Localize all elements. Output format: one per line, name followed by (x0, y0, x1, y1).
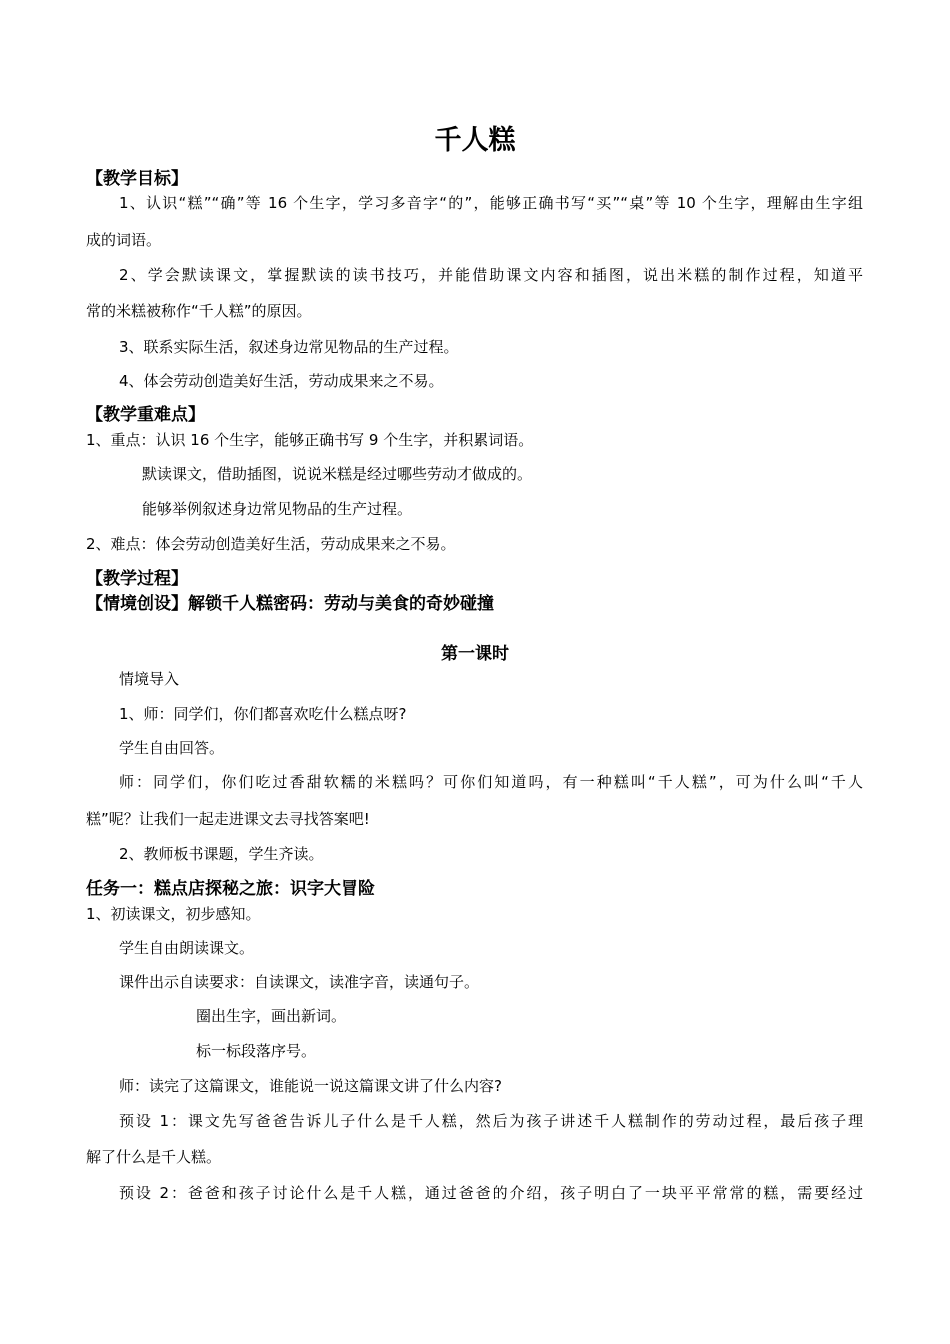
keypoint-2: 2、难点：体会劳动创造美好生活，劳动成果来之不易。 (86, 535, 456, 553)
process-line-2: 学生自由回答。 (119, 739, 225, 757)
task1-line-3: 课件出示自读要求：自读课文，读准字音，读通句子。 (119, 973, 480, 991)
process-line-4: 2、教师板书课题，学生齐读。 (119, 845, 324, 863)
section-heading-keypoints: 【教学重难点】 (86, 405, 205, 425)
section-heading-goals: 【教学目标】 (86, 169, 188, 189)
process-line-3a: 师：同学们，你们吃过香甜软糯的米糕吗？可你们知道吗，有一种糕叫“千人糕”，可为什么叫“千人 (119, 773, 863, 791)
process-line-3b: 糕”呢？让我们一起走进课文去寻找答案吧! (86, 810, 370, 828)
task1-line-2: 学生自由朗读课文。 (119, 939, 255, 957)
task1-line-7a: 预设 1：课文先写爸爸告诉儿子什么是千人糕，然后为孩子讲述千人糕制作的劳动过程，最后孩子理 (119, 1112, 863, 1130)
goal-4: 4、体会劳动创造美好生活，劳动成果来之不易。 (119, 372, 444, 390)
task1-line-4: 圈出生字，画出新词。 (196, 1007, 347, 1025)
lesson-title: 第一课时 (441, 644, 509, 664)
section-heading-process: 【教学过程】 (86, 569, 188, 589)
goal-1-line-2: 成的词语。 (86, 231, 162, 249)
task1-line-6: 师：读完了这篇课文，谁能说一说这篇课文讲了什么内容? (119, 1077, 502, 1095)
goal-1-line-1: 1、认识“糕”“确”等 16 个生字，学习多音字“的”，能够正确书写“买”“桌”等 10 个生字，理解由生字组 (119, 194, 863, 212)
keypoint-1b: 默读课文，借助插图，说说米糕是经过哪些劳动才做成的。 (142, 465, 533, 483)
task1-line-7b: 解了什么是千人糕。 (86, 1148, 222, 1166)
goal-3: 3、联系实际生活，叙述身边常见物品的生产过程。 (119, 338, 459, 356)
page-title: 千人糕 (434, 125, 516, 156)
task1-line-1: 1、初读课文，初步感知。 (86, 905, 261, 923)
intro-label: 情境导入 (119, 670, 180, 688)
scenario-heading: 【情境创设】解锁千人糕密码：劳动与美食的奇妙碰撞 (86, 594, 494, 614)
task1-line-8a: 预设 2：爸爸和孩子讨论什么是千人糕，通过爸爸的介绍，孩子明白了一块平平常常的糕，需要经过 (119, 1184, 863, 1202)
goal-2-line-1: 2、学会默读课文，掌握默读的读书技巧，并能借助课文内容和插图，说出米糕的制作过程，知道平 (119, 266, 863, 284)
task1-line-5: 标一标段落序号。 (196, 1042, 317, 1060)
task1-heading: 任务一：糕点店探秘之旅：识字大冒险 (86, 879, 375, 899)
goal-2-line-2: 常的米糕被称作“千人糕”的原因。 (86, 302, 312, 320)
process-line-1: 1、师：同学们，你们都喜欢吃什么糕点呀? (119, 705, 407, 723)
keypoint-1c: 能够举例叙述身边常见物品的生产过程。 (142, 500, 413, 518)
keypoint-1: 1、重点：认识 16 个生字，能够正确书写 9 个生字，并积累词语。 (86, 431, 534, 449)
